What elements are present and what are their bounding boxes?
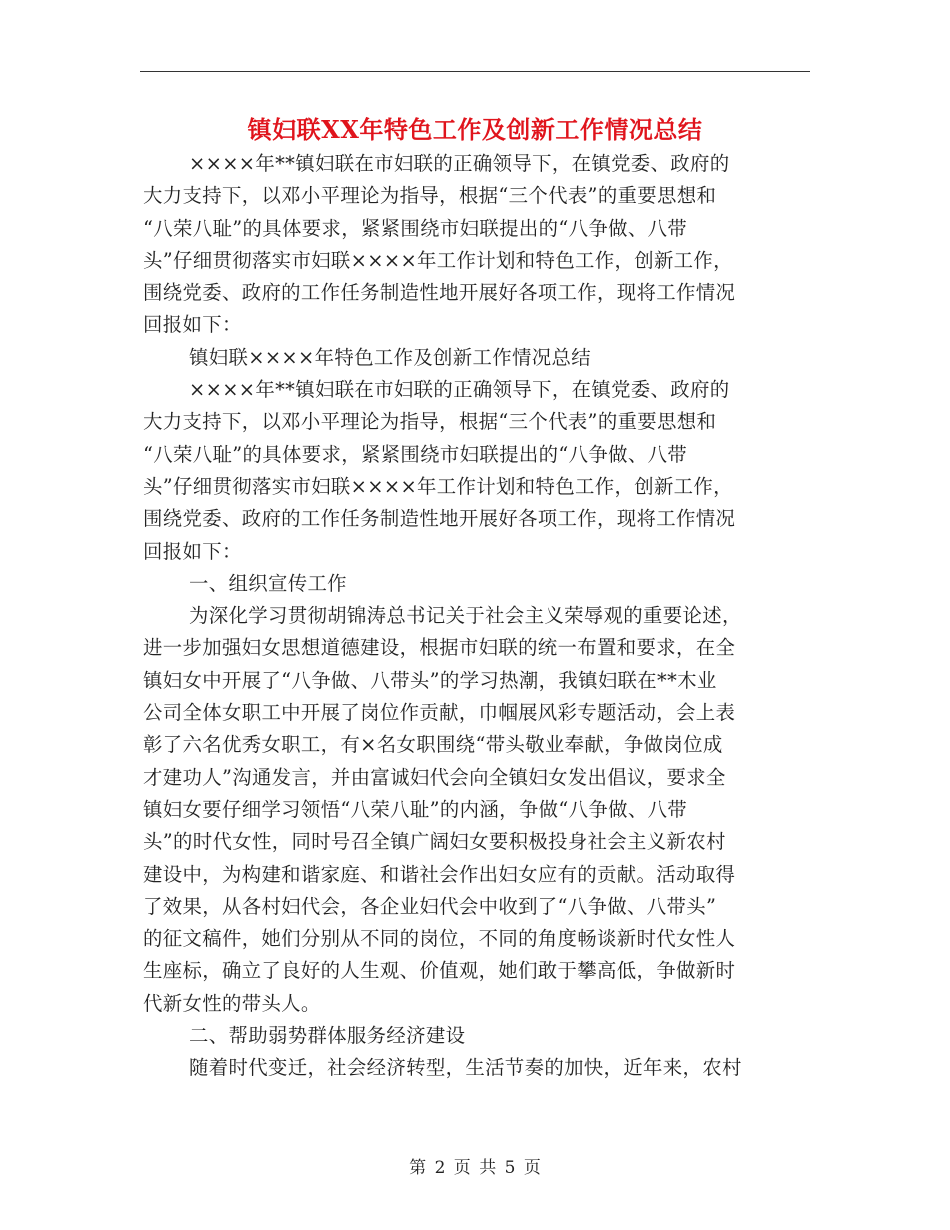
text-line: 二、帮助弱势群体服务经济建设 xyxy=(189,1024,466,1048)
text-line: 生座标，确立了良好的人生观、价值观，她们敢于攀高低，争做新时 xyxy=(143,959,736,983)
text-line: 大力支持下，以邓小平理论为指导，根据“三个代表”的重要思想和 xyxy=(143,410,717,434)
text-line: 围绕党委、政府的工作任务制造性地开展好各项工作，现将工作情况 xyxy=(143,281,736,305)
text-line: 进一步加强妇女思想道德建设，根据市妇联的统一布置和要求，在全 xyxy=(143,636,736,660)
text-line: 镇妇女中开展了“八争做、八带头”的学习热潮，我镇妇联在**木业 xyxy=(143,668,717,692)
text-line: 回报如下： xyxy=(143,313,242,337)
text-line: 彰了六名优秀女职工，有×名女职围绕“带头敬业奉献，争做岗位成 xyxy=(143,733,723,757)
text-line: 随着时代变迁，社会经济转型，生活节奏的加快，近年来，农村 xyxy=(189,1056,742,1080)
header-rule xyxy=(140,71,810,72)
text-line: 为深化学习贯彻胡锦涛总书记关于社会主义荣辱观的重要论述， xyxy=(189,604,742,628)
text-line: 大力支持下，以邓小平理论为指导，根据“三个代表”的重要思想和 xyxy=(143,184,717,208)
document-body xyxy=(143,148,813,1085)
text-line: 了效果，从各村妇代会，各企业妇代会中收到了“八争做、八带头” xyxy=(143,894,717,918)
text-line: 头”仔细贯彻落实市妇联××××年工作计划和特色工作，创新工作， xyxy=(143,248,733,272)
document-title: 镇妇联XX年特色工作及创新工作情况总结 xyxy=(247,115,703,144)
page-footer: 第 2 页 共 5 页 xyxy=(409,1158,541,1178)
text-line: 一、组织宣传工作 xyxy=(189,571,347,595)
text-line: 头”仔细贯彻落实市妇联××××年工作计划和特色工作，创新工作， xyxy=(143,474,733,498)
text-line: ××××年**镇妇联在市妇联的正确领导下，在镇党委、政府的 xyxy=(189,378,730,402)
text-line: 的征文稿件，她们分别从不同的岗位，不同的角度畅谈新时代女性人 xyxy=(143,927,736,951)
text-line: 围绕党委、政府的工作任务制造性地开展好各项工作，现将工作情况 xyxy=(143,507,736,531)
text-line: 头”的时代女性，同时号召全镇广阔妇女要积极投身社会主义新农村 xyxy=(143,830,726,854)
text-line: 才建功人”沟通发言，并由富诚妇代会向全镇妇女发出倡议，要求全 xyxy=(143,765,726,789)
text-line: 建设中，为构建和谐家庭、和谐社会作出妇女应有的贡献。活动取得 xyxy=(143,862,736,886)
text-line: “八荣八耻”的具体要求，紧紧围绕市妇联提出的“八争做、八带 xyxy=(143,216,688,240)
text-line: 镇妇联××××年特色工作及创新工作情况总结 xyxy=(189,345,591,369)
text-line: 公司全体女职工中开展了岗位作贡献，巾帼展风彩专题活动，会上表 xyxy=(143,701,736,725)
text-line: 镇妇女要仔细学习领悟“八荣八耻”的内涵，争做“八争做、八带 xyxy=(143,797,688,821)
text-line: ××××年**镇妇联在市妇联的正确领导下，在镇党委、政府的 xyxy=(189,152,730,175)
text-line: 代新女性的带头人。 xyxy=(143,991,321,1015)
text-line: “八荣八耻”的具体要求，紧紧围绕市妇联提出的“八争做、八带 xyxy=(143,442,688,466)
text-line: 回报如下： xyxy=(143,539,242,563)
